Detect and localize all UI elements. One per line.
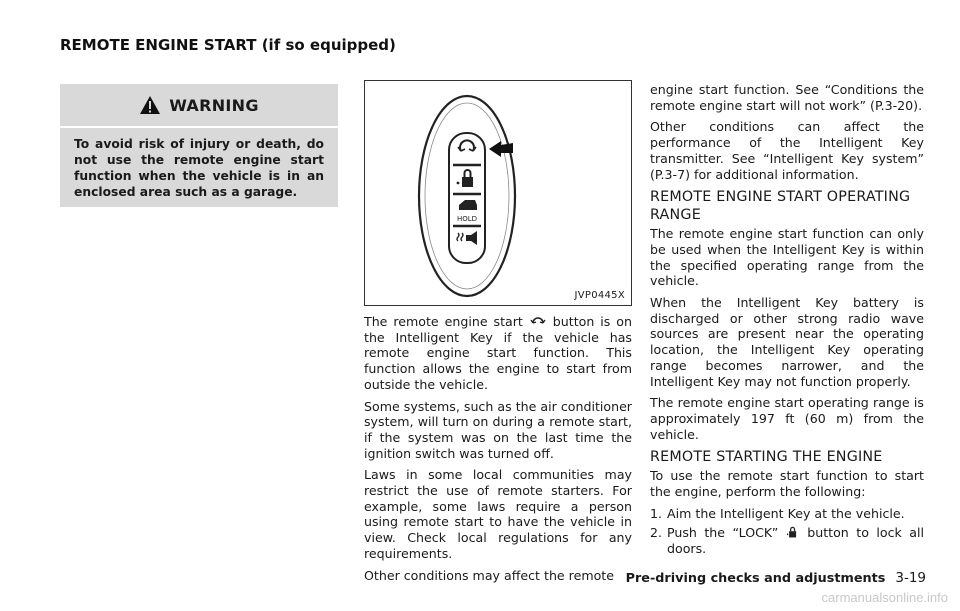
paragraph: The remote engine start operating range is approximately 197 ft (60 m) from the vehicle. <box>650 395 924 442</box>
paragraph: When the Intelligent Key battery is discharged or other strong radio wave sources are present near the operating location, the Intelligent Key operating range becomes narrower, and the Intelligent Key may not function properly. <box>650 295 924 389</box>
paragraph: Laws in some local communities may restrict the use of remote starters. For example, some laws require a person using remote start to have the vehicle in view. Check local regulations for any requirements. <box>364 467 632 561</box>
paragraph <box>364 314 632 393</box>
page-title: REMOTE ENGINE START (if so equipped) <box>60 36 396 54</box>
paragraph-text: button is on the Intelligent Key if the vehicle has remote engine start function. This function allows the engine to start from outside the vehicle. <box>364 314 632 392</box>
hold-label: HOLD <box>457 215 478 223</box>
warning-header <box>60 84 338 128</box>
paragraph-text: The remote engine start <box>364 314 523 329</box>
list-item <box>650 506 924 522</box>
list-number: 1. <box>650 505 663 521</box>
list-text <box>667 525 924 556</box>
remote-start-icon <box>529 314 547 328</box>
watermark: carmanualsonline.info <box>821 590 948 605</box>
section-heading: REMOTE ENGINE START OPERATING RANGE <box>650 189 911 224</box>
paragraph: engine start function. See “Conditions the remote engine start will not work” (P.3-20). <box>650 82 924 113</box>
list-text: Aim the Intelligent Key at the vehicle. <box>667 505 905 521</box>
figure-id: JVP0445X <box>574 290 625 301</box>
paragraph: To use the remote start function to start the engine, perform the following: <box>650 468 924 500</box>
page-footer <box>626 570 926 586</box>
list-text-part: Push the “LOCK” <box>667 525 779 541</box>
paragraph: The remote engine start function can only be used when the Intelligent Key is within the specified operating range from the vehicle. <box>650 226 924 289</box>
warning-icon <box>139 95 161 115</box>
warning-box <box>60 84 338 207</box>
middle-column <box>364 314 632 589</box>
list-text-part: button to lock all doors. <box>667 525 924 557</box>
intelligent-key-figure <box>364 80 632 306</box>
section-heading: REMOTE STARTING THE ENGINE <box>650 449 883 466</box>
paragraph: Other conditions can affect the performance of the Intelligent Key transmitter. See “Intelligent Key system” (P.3-7) for additional information. <box>650 119 924 182</box>
intelligent-key-illustration <box>365 81 631 305</box>
paragraph: Other conditions may affect the remote <box>364 567 614 583</box>
right-column <box>650 82 924 561</box>
lock-icon <box>786 525 800 539</box>
page-number: 3-19 <box>895 570 926 586</box>
paragraph: Some systems, such as the air conditioner system, will turn on during a remote start, if the system was on the last time the ignition switch was turned off. <box>364 398 632 461</box>
footer-section: Pre-driving checks and adjustments <box>625 571 886 586</box>
warning-title: WARNING <box>169 95 259 115</box>
warning-text: To avoid risk of injury or death, do not use the remote engine start function when the vehicle is in an enclosed area such as a garage. <box>74 137 324 199</box>
list-number: 2. <box>650 525 663 541</box>
list-item <box>650 525 924 556</box>
